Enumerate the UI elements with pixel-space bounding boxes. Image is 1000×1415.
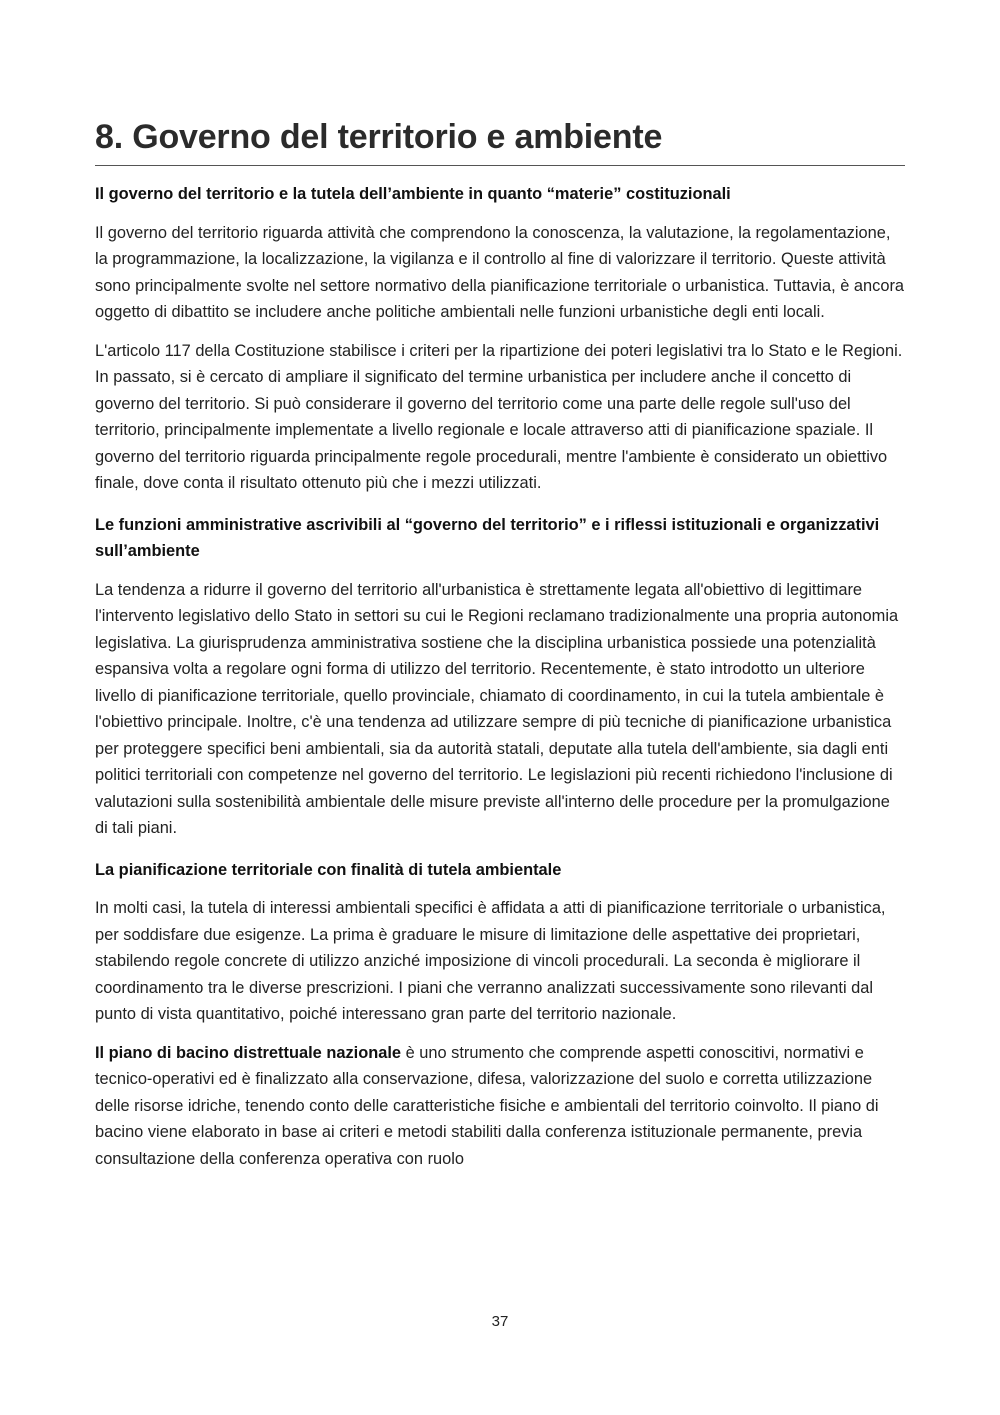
paragraph-piano-di-bacino (95, 1040, 905, 1173)
paragraph: L'articolo 117 della Costituzione stabilisce i criteri per la ripartizione dei poteri legislativi tra lo Stato e le Regioni. In passato, si è cercato di ampliare il significato del termine urbanistica per includere anche il concetto di governo del territorio. Si può considerare il governo del territorio come una parte delle regole sull'uso del territorio, principalmente implementate a livello regionale e locale attraverso atti di pianificazione spaziale. Il governo del territorio riguarda principalmente regole procedurali, mentre l'ambiente è considerato un obiettivo finale, dove conta il risultato ottenuto più che i mezzi utilizzati. (95, 341, 903, 492)
paragraph: In molti casi, la tutela di interessi ambientali specifici è affidata a atti di pianificazione territoriale o urbanistica, per soddisfare due esigenze. La prima è graduare le misure di limitazione delle aspettative dei proprietari, stabilendo regole concrete di utilizzo anziché imposizione di vincoli procedurali. La seconda è migliorare il coordinamento tra le diverse prescrizioni. I piani che verranno analizzati successivamente sono rilevanti dal punto di vista quantitativo, poiché interessano gran parte del territorio nazionale. (95, 899, 886, 1023)
page-number: 37 (491, 1313, 509, 1330)
paragraph-text: è uno strumento che comprende aspetti conoscitivi, normativi e tecnico-operativi ed è finalizzato alla conservazione, difesa, valorizzazione del suolo e corretta utilizzazione delle risorse idriche, tenendo conto delle caratteristiche fisiche e ambientali del territorio coinvolto. Il piano di bacino viene elaborato in base ai criteri e metodi stabiliti dalla conferenza istituzionale permanente, previa consultazione della conferenza operativa con ruolo (95, 1043, 879, 1168)
bold-term: Il piano di bacino distrettuale nazionale (95, 1043, 402, 1062)
section-funzioni-amministrative (95, 512, 905, 842)
document-page (95, 118, 905, 1172)
section-heading: Il governo del territorio e la tutela dell’ambiente in quanto “materie” costituzionali (95, 185, 731, 203)
section-materie-costituzionali (95, 181, 905, 497)
section-heading: La pianificazione territoriale con finalità di tutela ambientale (95, 860, 562, 879)
section-pianificazione-ambientale (95, 857, 905, 1173)
section-heading: Le funzioni amministrative ascrivibili al “governo del territorio” e i riflessi istituzionali e organizzativi sull’ambiente (95, 515, 880, 560)
paragraph: La tendenza a ridurre il governo del territorio all'urbanistica è strettamente legata all'obiettivo di legittimare l'intervento legislativo dello Stato in settori su cui le Regioni reclamano tradizionalmente una propria autonomia legislativa. La giurisprudenza amministrativa sostiene che la disciplina urbanistica possiede una potenzialità espansiva volta a regolare ogni forma di utilizzo del territorio. Recentemente, è stato introdotto un ulteriore livello di pianificazione territoriale, quello provinciale, chiamato di coordinamento, in cui la tutela ambientale è l'obiettivo principale. Inoltre, c'è una tendenza ad utilizzare sempre di più tecniche di pianificazione urbanistica per proteggere specifici beni ambientali, sia da autorità statali, deputate alla tutela dell'ambiente, sia dagli enti politici territoriali con competenze nel governo del territorio. Le legislazioni più recenti richiedono l'inclusione di valutazioni sulla sostenibilità ambientale delle misure previste all'interno delle procedure per la promulgazione di tali piani. (95, 580, 899, 837)
paragraph: Il governo del territorio riguarda attività che comprendono la conoscenza, la valutazione, la regolamentazione, la programmazione, la localizzazione, la vigilanza e il controllo al fine di valorizzare il territorio. Queste attività sono principalmente svolte nel settore normativo della pianificazione territoriale o urbanistica. Tuttavia, è ancora oggetto di dibattito se includere anche politiche ambientali nelle funzioni urbanistiche degli enti locali. (95, 223, 905, 321)
page-title: 8. Governo del territorio e ambiente (95, 118, 905, 166)
